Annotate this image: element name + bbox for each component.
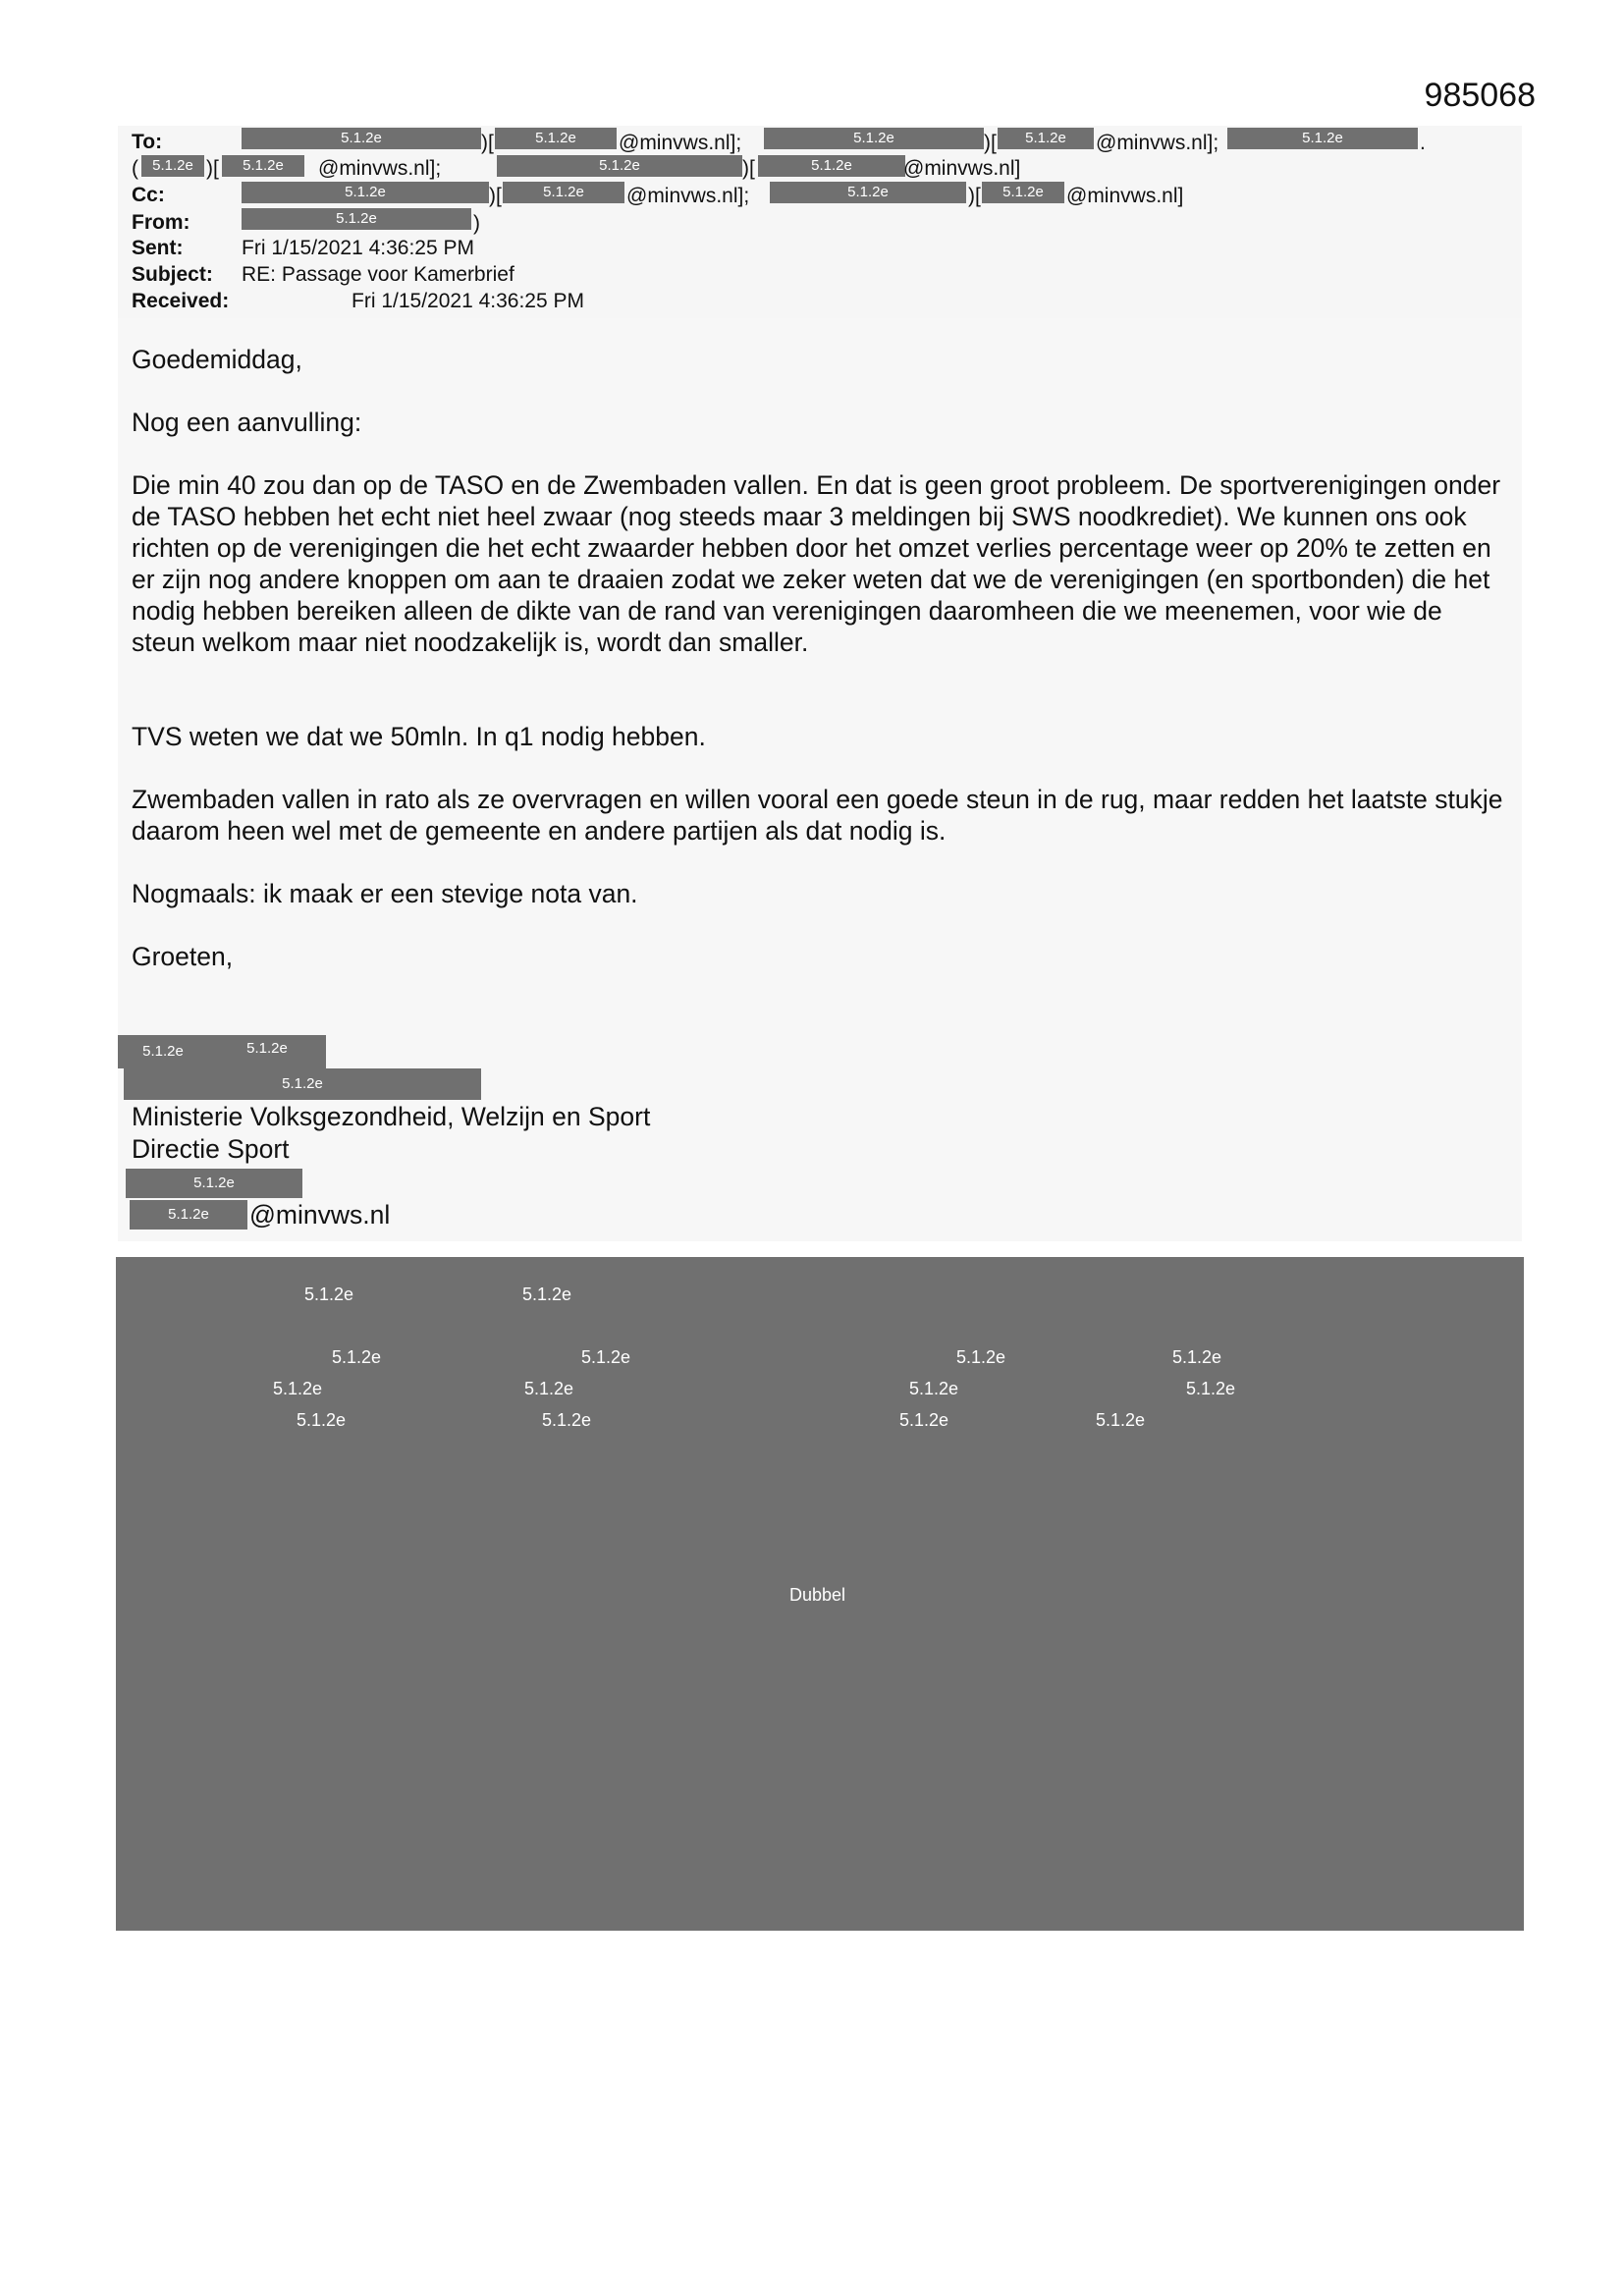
redaction: 5.1.2e bbox=[998, 128, 1094, 149]
redaction-code: 5.1.2e bbox=[542, 1410, 592, 1430]
redaction: 5.1.2e bbox=[503, 182, 624, 203]
redaction-code: 5.1.2e bbox=[297, 1410, 347, 1430]
redaction-code: 5.1.2e bbox=[899, 1410, 949, 1430]
duplicate-label: Dubbel bbox=[789, 1585, 846, 1605]
paragraph: Die min 40 zou dan op de TASO en de Zwembaden vallen. En dat is geen groot probleem. De sportverenigingen onder de TASO hebben het echt niet heel zwaar (nog steeds maar 3 meldingen bij SWS noodkrediet). We kunnen ons ook richten op de verenigingen die het echt zwaarder hebben door het omzet verlies percentage weer op 20% te zetten en er zijn nog andere knoppen om aan te draaien zodat we zeker weten dat we de verenigingen (en sportbonden) die het nodig hebben bereiken alleen de dikte van de rand van verenigingen daaromheen die we meenemen, voor wie de steun welkom maar niet noodzakelijk is, wordt dan smaller. bbox=[132, 470, 1501, 657]
redaction: 5.1.2e bbox=[982, 182, 1064, 203]
email-suffix: @minvws.nl] bbox=[903, 157, 1021, 180]
greeting: Goedemiddag, bbox=[132, 345, 302, 374]
signature-email-suffix: @minvws.nl bbox=[249, 1200, 391, 1230]
closing: Groeten, bbox=[132, 942, 234, 971]
redacted-block bbox=[116, 1257, 1524, 1931]
redaction-code: 5.1.2e bbox=[909, 1379, 959, 1398]
paragraph: Nogmaals: ik maak er een stevige nota van. bbox=[132, 879, 638, 908]
intro: Nog een aanvulling: bbox=[132, 408, 362, 437]
redaction-code: 5.1.2e bbox=[1172, 1347, 1222, 1367]
redaction: 5.1.2e bbox=[222, 155, 304, 177]
to-label: To: bbox=[132, 131, 163, 153]
email-header: To: 5.1.2e )[ 5.1.2e @minvws.nl]; 5.1.2e )[ 5.1.2e @minvws.nl]; 5.1.2e . ( 5.1.2e )[ 5.1.2e @minvws.nl]; 5.1.2e )[ 5.1.2e @minvws.nl] Cc: 5.1.2e )[ 5.1.2e @minvws.nl]; 5.1.2e )[ 5.1.2e @minvws.nl] From: 5.1.2e ) Sent: Fri 1/15/2021 4:36:25 PM Subject: RE: Passage voor Kamerbrief Received: Fri 1/15/2021 4:36:25 PM bbox=[118, 126, 1522, 318]
paragraph: Zwembaden vallen in rato als ze overvragen en willen vooral een goede steun in de rug, maar redden het laatste stukje daarom heen wel met de gemeente en andere partijen als dat nodig is. bbox=[132, 785, 1503, 846]
redaction-code: 5.1.2e bbox=[304, 1285, 354, 1304]
signature-ministry: Ministerie Volksgezondheid, Welzijn en Sport bbox=[132, 1102, 651, 1131]
received-label: Received: bbox=[132, 290, 230, 312]
redaction: 5.1.2e bbox=[208, 1035, 326, 1068]
document-id: 985068 bbox=[1424, 77, 1536, 114]
redaction: 5.1.2e bbox=[497, 155, 742, 177]
sent-label: Sent: bbox=[132, 237, 184, 259]
redaction-code: 5.1.2e bbox=[522, 1285, 572, 1304]
paragraph: TVS weten we dat we 50mln. In q1 nodig hebben. bbox=[132, 722, 706, 751]
cc-label: Cc: bbox=[132, 184, 165, 206]
redaction-code: 5.1.2e bbox=[956, 1347, 1006, 1367]
email-suffix: @minvws.nl]; bbox=[619, 132, 742, 154]
email-suffix: @minvws.nl]; bbox=[1096, 132, 1219, 154]
email-suffix: @minvws.nl]; bbox=[318, 157, 442, 180]
received-value: Fri 1/15/2021 4:36:25 PM bbox=[352, 290, 584, 312]
redaction: 5.1.2e bbox=[770, 182, 966, 203]
redaction-code: 5.1.2e bbox=[1096, 1410, 1146, 1430]
redaction-code: 5.1.2e bbox=[581, 1347, 631, 1367]
redaction: 5.1.2e bbox=[242, 182, 489, 203]
redaction: 5.1.2e bbox=[1227, 128, 1418, 149]
redaction: 5.1.2e bbox=[764, 128, 984, 149]
redaction: 5.1.2e bbox=[130, 1200, 247, 1230]
redaction: 5.1.2e bbox=[758, 155, 905, 177]
redaction: 5.1.2e bbox=[124, 1068, 481, 1100]
email-body bbox=[118, 318, 1522, 1241]
email-suffix: @minvws.nl]; bbox=[626, 185, 750, 207]
redaction-code: 5.1.2e bbox=[1186, 1379, 1236, 1398]
redaction-code: 5.1.2e bbox=[332, 1347, 382, 1367]
subject-label: Subject: bbox=[132, 263, 213, 286]
signature-department: Directie Sport bbox=[132, 1134, 290, 1164]
redaction: 5.1.2e bbox=[126, 1169, 302, 1198]
sent-value: Fri 1/15/2021 4:36:25 PM bbox=[242, 237, 474, 259]
subject-value: RE: Passage voor Kamerbrief bbox=[242, 263, 514, 286]
redaction: 5.1.2e bbox=[242, 128, 481, 149]
from-label: From: bbox=[132, 211, 190, 234]
email-suffix: @minvws.nl] bbox=[1066, 185, 1184, 207]
redaction-code: 5.1.2e bbox=[524, 1379, 574, 1398]
redaction: 5.1.2e bbox=[141, 155, 204, 177]
redaction: 5.1.2e bbox=[495, 128, 617, 149]
redaction: 5.1.2e bbox=[242, 208, 471, 230]
redaction-code: 5.1.2e bbox=[273, 1379, 323, 1398]
redaction: 5.1.2e bbox=[118, 1035, 208, 1068]
